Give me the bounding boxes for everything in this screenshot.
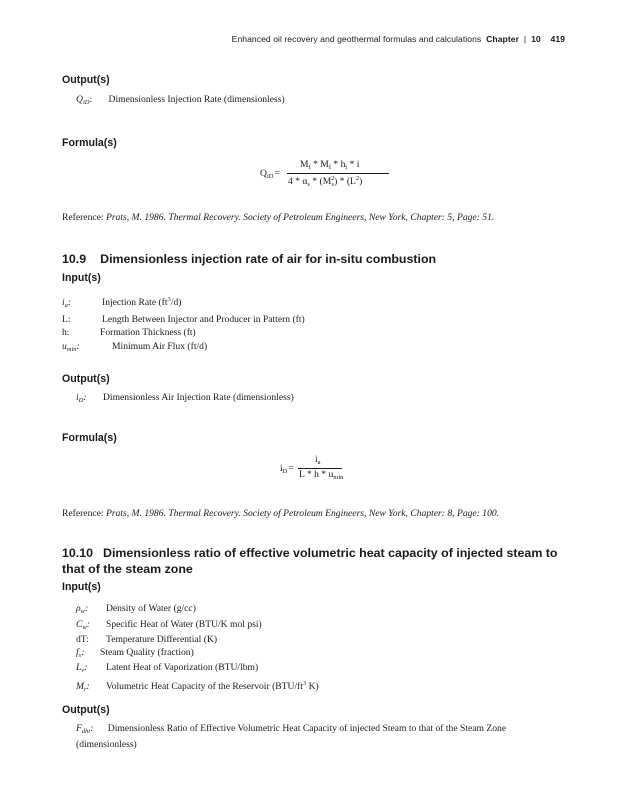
list-item: dT: Temperature Differential (K) (76, 634, 218, 646)
reference-citation: Prats, M. 1986. Thermal Recovery. Society of Petroleum Engineers, New York, Chapter: 8, Page: 100. (105, 508, 500, 519)
list-item: $\rho_w$: Density of Water (g/cc) (76, 603, 196, 615)
chapter-separator: | (523, 34, 527, 44)
formula-lhs: $i_D=$ (280, 463, 294, 475)
list-item: h: Formation Thickness (ft) (62, 327, 196, 339)
output-heading-10-10: Output(s) (62, 704, 110, 716)
running-title: Enhanced oil recovery and geothermal formulas and calculations (231, 34, 482, 44)
output-symbol: $F_{dht}$: (76, 723, 94, 735)
input-list-10-10 (76, 603, 319, 697)
reference-qid: Reference: Prats, M. 1986. Thermal Recovery. Society of Petroleum Engineers, New York, Chapter: 5, Page: 51. (62, 212, 495, 223)
formula-lhs: $Q_{iD}=$ (260, 168, 280, 180)
formula-numerator: $M_f * M_f * h_t$ * i (300, 159, 360, 171)
formula-qid (260, 158, 390, 192)
formula-heading-10-9: Formula(s) (62, 432, 117, 444)
output-item-10-10 (76, 722, 506, 751)
list-item: $u_{min}$: Minimum Air Flux (ft/d) (62, 340, 208, 353)
output-description: Dimensionless Air Injection Rate (dimensionless) (102, 392, 294, 403)
list-item: $f_s$: Steam Quality (fraction) (76, 646, 194, 659)
chapter-number: 10 (531, 34, 541, 44)
formula-numerator: $i_a$ (315, 454, 321, 466)
formula-id (280, 455, 360, 489)
input-heading-10-10: Input(s) (62, 581, 101, 593)
chapter-label: Chapter (486, 34, 519, 44)
output-item-10-9 (76, 392, 294, 404)
list-item: $i_a$: Injection Rate $(ft^3/d)$ (62, 296, 182, 309)
formula-heading-qid: Formula(s) (62, 137, 117, 149)
section-title-10-9: 10.9 Dimensionless injection rate of air for in-situ combustion (62, 252, 437, 266)
list-item: $M_r$: Volumetric Heat Capacity of the Reservoir ($BTU/ft^3$ K) (76, 679, 319, 693)
reference-10-9: Reference: Prats, M. 1986. Thermal Recovery. Society of Petroleum Engineers, New York, Chapter: 8, Page: 100. (62, 508, 500, 519)
section-title-10-10: 10.10 Dimensionless ratio of effective volumetric heat capacity of injected steam to that of the steam zone (62, 546, 558, 576)
output-description: Dimensionless Ratio of Effective Volumetric Heat Capacity of injected Steam to that of the Steam Zone (107, 723, 507, 734)
output-symbol: $i_D$: (76, 392, 87, 404)
running-header (232, 34, 565, 44)
output-heading-10-9: Output(s) (62, 373, 110, 385)
list-item: L: Length Between Injector and Producer in Pattern (ft) (62, 313, 305, 325)
input-list-10-9 (62, 293, 305, 356)
output-item-qid: $Q_{iD}$: Dimensionless Injection Rate (dimensionless) (76, 94, 285, 106)
output-heading-qid: Output(s) (62, 74, 110, 86)
reference-citation: Prats, M. 1986. Thermal Recovery. Society of Petroleum Engineers, New York, Chapter: 5, Page: 51. (105, 212, 495, 223)
list-item: $L_v$: Latent Heat of Vaporization (BTU/lbm) (76, 662, 259, 675)
output-symbol: $Q_{iD}$ (76, 94, 90, 106)
list-item: $C_w$: Specific Heat of Water (BTU/K mol psi) (76, 618, 262, 631)
page-number: 419 (550, 34, 565, 44)
fraction-bar (287, 173, 389, 174)
input-heading-10-9: Input(s) (62, 272, 101, 284)
output-description-cont: (dimensionless) (76, 739, 137, 750)
formula-denominator: L * h * $u_{min}$ (299, 469, 344, 481)
formula-denominator: $4 * \alpha_s * (M^2_s) * (L^2)$ (288, 175, 363, 188)
output-description: Dimensionless Injection Rate (dimensionless) (108, 94, 285, 105)
